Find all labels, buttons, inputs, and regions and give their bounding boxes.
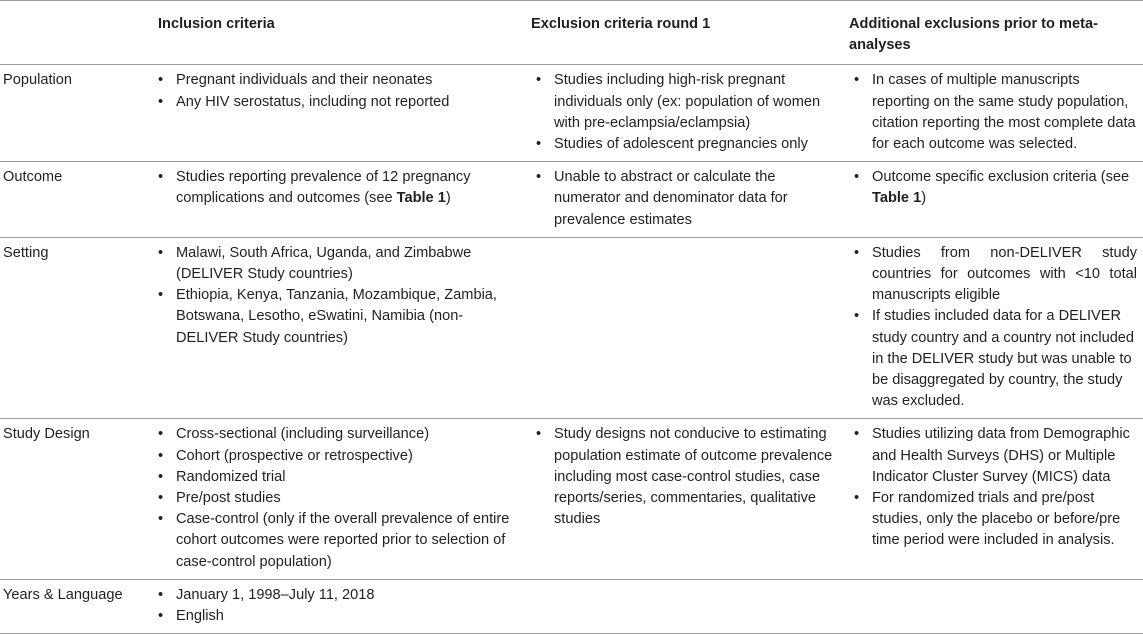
exclusion-criteria-cell: [531, 419, 849, 579]
item-text: Studies reporting prevalence of 12 pregnancy complications and outcomes (see: [176, 169, 471, 207]
row-label: Setting: [3, 244, 49, 261]
row-label: Outcome: [3, 169, 63, 186]
exclusion-criteria-cell: [531, 162, 849, 238]
list-item: • Ethiopia, Kenya, Tanzania, Mozambique, Zambia, Botswana, Lesotho, eSwatini, Namibia (non-DELIVER Study countries): [153, 285, 525, 349]
inclusion-criteria-cell: [153, 237, 531, 419]
additional-exclusions-cell: [849, 237, 1143, 419]
list-item: [153, 167, 525, 209]
additional-exclusions-cell: [849, 419, 1143, 579]
list-item: • Malawi, South Africa, Uganda, and Zimbabwe (DELIVER Study countries): [153, 243, 525, 285]
table-row: [0, 419, 1143, 579]
exclusion-criteria-cell: [531, 65, 849, 162]
exclusion-criteria-list: [531, 167, 843, 231]
list-item: • In cases of multiple manuscripts reporting on the same study population, citation reporting the most complete data for each outcome was selected.: [849, 70, 1137, 155]
header-row: [0, 1, 1143, 65]
header-additional-exclusions: Additional exclusions prior to meta-analyses: [849, 16, 1098, 54]
additional-exclusions-cell: [849, 65, 1143, 162]
row-label: Population: [3, 72, 72, 89]
inclusion-criteria-cell: [153, 419, 531, 579]
header-inclusion-criteria: Inclusion criteria: [158, 16, 275, 32]
header-row-label: [0, 1, 153, 65]
inclusion-criteria-list: [153, 424, 525, 572]
additional-exclusions-list: [849, 424, 1137, 551]
inclusion-criteria-list: [153, 585, 525, 627]
header-exclusion-criteria: Exclusion criteria round 1: [531, 16, 711, 32]
list-item: • If studies included data for a DELIVER study country and a country not included in the DELIVER study but was unable to be disaggregated by country, the study was excluded.: [849, 306, 1137, 412]
item-text: ): [921, 190, 927, 207]
list-item: [849, 167, 1137, 209]
inclusion-criteria-cell: [153, 162, 531, 238]
table-row: [0, 162, 1143, 238]
list-item: • Cross-sectional (including surveillance): [153, 424, 525, 445]
list-item: • Studies of adolescent pregnancies only: [531, 134, 843, 155]
list-item: • Studies including high-risk pregnant individuals only (ex: population of women with pre-eclampsia/eclampsia): [531, 70, 843, 134]
inclusion-criteria-cell: [153, 65, 531, 162]
table-reference-link: Table 1: [872, 190, 922, 207]
additional-exclusions-list: [849, 167, 1137, 209]
inclusion-criteria-list: [153, 243, 525, 349]
row-label: Study Design: [3, 426, 90, 443]
list-item: • Case-control (only if the overall prevalence of entire cohort outcomes were reported prior to selection of case-control population): [153, 509, 525, 573]
list-item: • Studies from non-DELIVER study countries for outcomes with <10 total manuscripts eligible: [849, 243, 1137, 307]
list-item: • For randomized trials and pre/post studies, only the placebo or before/pre time period were included in analysis.: [849, 488, 1137, 552]
item-text: ): [445, 190, 451, 207]
additional-exclusions-list: [849, 243, 1137, 413]
list-item: • Studies utilizing data from Demographic and Health Surveys (DHS) or Multiple Indicator Cluster Survey (MICS) data: [849, 424, 1137, 488]
table-row: [0, 65, 1143, 162]
list-item: • English: [153, 606, 525, 627]
list-item: • Cohort (prospective or retrospective): [153, 446, 525, 467]
item-text: Outcome specific exclusion criteria (see: [872, 169, 1130, 186]
exclusion-criteria-cell: [531, 237, 849, 419]
criteria-table-body: [0, 65, 1143, 634]
exclusion-criteria-list: [531, 424, 843, 530]
list-item: • January 1, 1998–July 11, 2018: [153, 585, 525, 606]
list-item: • Any HIV serostatus, including not reported: [153, 92, 525, 113]
list-item: • Study designs not conducive to estimating population estimate of outcome prevalence including most case-control studies, case reports/series, commentaries, qualitative studies: [531, 424, 843, 530]
inclusion-criteria-list: [153, 167, 525, 209]
list-item: • Pre/post studies: [153, 488, 525, 509]
table-row: [0, 237, 1143, 419]
table-reference-link: Table 1: [396, 190, 446, 207]
list-item: • Unable to abstract or calculate the numerator and denominator data for prevalence estimates: [531, 167, 843, 231]
row-label: Years & Language: [3, 586, 123, 603]
exclusion-criteria-list: [531, 70, 843, 155]
additional-exclusions-cell: [849, 162, 1143, 238]
additional-exclusions-list: [849, 70, 1137, 155]
list-item: • Randomized trial: [153, 467, 525, 488]
list-item: • Pregnant individuals and their neonates: [153, 70, 525, 91]
inclusion-criteria-list: [153, 70, 525, 112]
